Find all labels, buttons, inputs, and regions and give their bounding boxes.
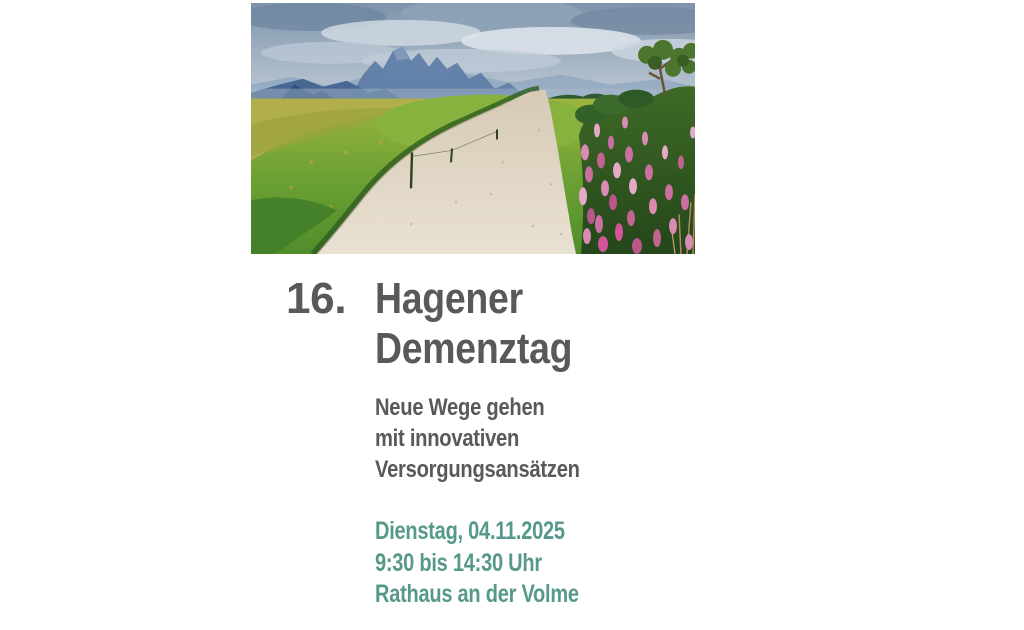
flyer-title bbox=[375, 274, 607, 374]
flyer-title-line1: Hagener bbox=[375, 274, 523, 323]
event-schedule bbox=[375, 516, 630, 611]
landscape-photo-illustration bbox=[251, 3, 695, 254]
flyer-title-line2: Demenztag bbox=[375, 324, 573, 373]
edition-number-text: 16. bbox=[286, 274, 347, 323]
edition-number bbox=[286, 274, 346, 324]
landscape-photo-image bbox=[251, 3, 695, 254]
flyer-subtitle-line2: mit innovativen bbox=[375, 425, 520, 452]
flyer-subtitle-line3: Versorgungsansätzen bbox=[375, 456, 580, 483]
flyer-subtitle bbox=[375, 392, 619, 485]
event-time: 9:30 bis 14:30 Uhr bbox=[375, 548, 542, 577]
event-location: Rathaus an der Volme bbox=[375, 580, 579, 608]
event-date: Dienstag, 04.11.2025 bbox=[375, 517, 565, 545]
flyer-subtitle-line1: Neue Wege gehen bbox=[375, 394, 545, 421]
